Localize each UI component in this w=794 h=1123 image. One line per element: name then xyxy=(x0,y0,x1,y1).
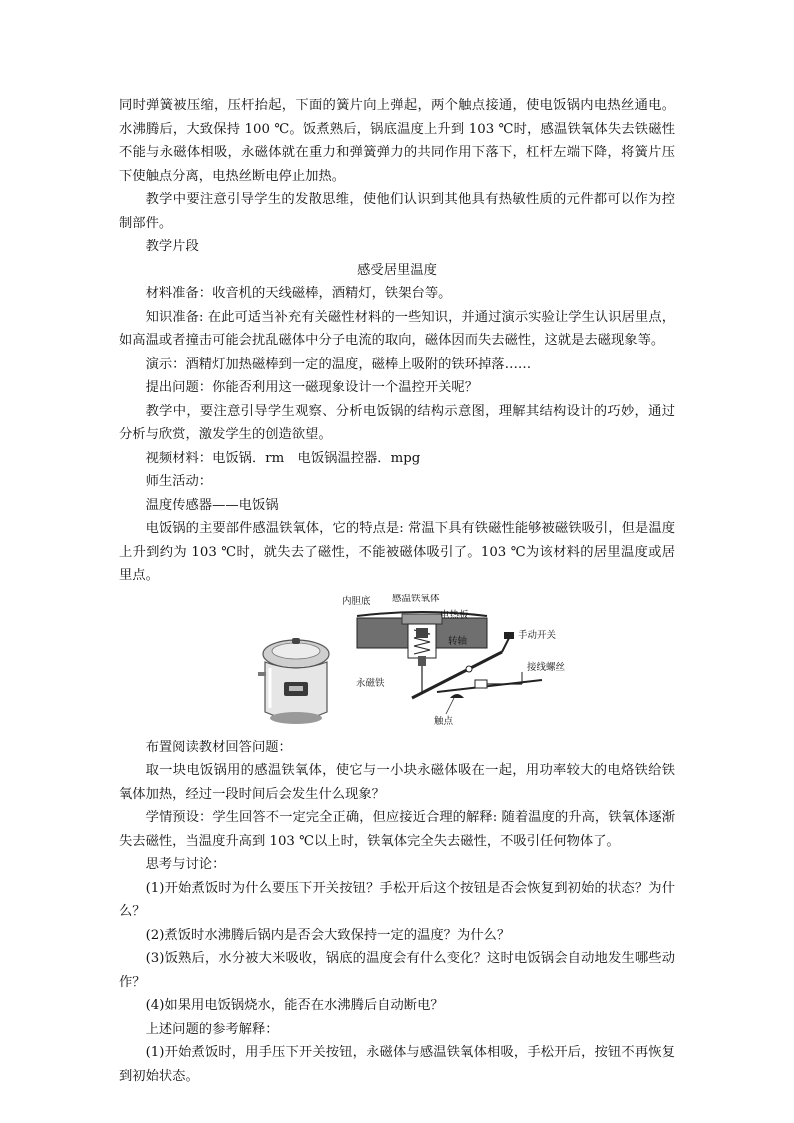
question-2: (2)煮饭时水沸腾后锅内是否会大致保持一定的温度？为什么？ xyxy=(145,927,511,943)
paragraph-video: 视频材料：电饭锅．rm 电饭锅温控器．mpg xyxy=(145,450,421,466)
thermostat-diagram xyxy=(342,594,602,734)
figure xyxy=(119,594,675,734)
paragraph-sensor: 温度传感器——电饭锅 xyxy=(145,497,279,513)
paragraph-1: 同时弹簧被压缩，压杆抬起，下面的簧片向上弹起，两个触点接通，使电饭锅内电热丝通电。水沸腾后，大致保持 100 ℃。饭煮熟后，锅底温度上升到 103 ℃时，感温铁氧体失去铁磁性不能与永磁体相吸，永磁体就在重力和弹簧弹力的共同作用下落下，杠杆左端下降，将簧片压下使触点分离，电热丝断电停止加热。 xyxy=(119,98,675,184)
paragraph-prediction: 学情预设：学生回答不一定完全正确，但应接近合理的解释: 随着温度的升高，铁氧体逐渐失去磁性，当温度升高到 103 ℃以上时，铁氧体完全失去磁性，不吸引任何物体了。 xyxy=(119,810,675,849)
question-3: (3)饭熟后，水分被大米吸收，锅底的温度会有什么变化？这时电饭锅会自动地发生哪些动作？ xyxy=(119,951,675,990)
paragraph-knowledge: 知识准备: 在此可适当补充有关磁性材料的一些知识，并通过演示实验让学生认识居里点，如高温或者撞击可能会扰乱磁体中分子电流的取向，磁体因而失去磁性，这就是去磁现象等。 xyxy=(119,309,675,348)
paragraph-activity: 师生活动： xyxy=(145,474,213,489)
paragraph-3: 教学片段 xyxy=(145,239,199,254)
document-page xyxy=(119,94,675,1088)
paragraph-question: 提出问题：你能否利用这一磁现象设计一个温控开关呢？ xyxy=(145,380,479,395)
paragraph-teaching: 教学中，要注意引导学生观察、分析电饭锅的结构示意图，理解其结构设计的巧妙，通过分析与欣赏，激发学生的创造欲望。 xyxy=(119,403,675,442)
paragraph-reference: 上述问题的参考解释： xyxy=(145,1021,279,1037)
paragraph-2: 教学中要注意引导学生的发散思维，使他们认识到其他具有热敏性质的元件都可以作为控制部件。 xyxy=(119,192,675,231)
label-ferrite: 感温铁氧体 xyxy=(392,593,440,604)
rice-cooker-photo xyxy=(256,634,336,730)
paragraph-discussion: 思考与讨论： xyxy=(145,857,226,872)
label-manual-switch: 手动开关 xyxy=(518,629,557,641)
question-1: (1)开始煮饭时为什么要压下开关按钮？手松开后这个按钮是否会恢复到初始的状态？为什么？ xyxy=(119,880,675,919)
paragraph-assign: 布置阅读教材回答问题： xyxy=(145,739,292,755)
section-title: 感受居里温度 xyxy=(357,262,437,278)
paragraph-demo: 演示：酒精灯加热磁棒到一定的温度，磁棒上吸附的铁环掉落…… xyxy=(145,356,532,372)
label-heating-plate: 电热板 xyxy=(440,609,469,621)
paragraph-experiment: 取一块电饭锅用的感温铁氧体，使它与一小块永磁体吸在一起，用功率较大的电烙铁给铁氧体加热，经过一段时间后会发生什么现象？ xyxy=(119,763,675,802)
label-magnet: 永磁铁 xyxy=(356,677,385,689)
label-inner-bottom: 内胆底 xyxy=(342,595,371,607)
question-4: (4)如果用电饭锅烧水，能否在水沸腾后自动断电？ xyxy=(145,998,444,1013)
paragraph-ferrite: 电饭锅的主要部件感温铁氧体，它的特点是: 常温下具有铁磁性能够被磁铁吸引，但是温度上升到约为 103 ℃时，就失去了磁性，不能被磁体吸引了。103 ℃为该材料的居里温度或居里点。 xyxy=(119,521,675,583)
answer-1: (1)开始煮饭时，用手压下开关按钮，永磁体与感温铁氧体相吸，手松开后，按钮不再恢复到初始状态。 xyxy=(119,1045,675,1084)
label-contact: 触点 xyxy=(434,715,454,727)
paragraph-materials: 材料准备：收音机的天线磁棒，酒精灯，铁架台等。 xyxy=(145,286,452,301)
label-pivot: 转轴 xyxy=(448,635,468,647)
label-terminal-screw: 接线螺丝 xyxy=(527,661,566,673)
